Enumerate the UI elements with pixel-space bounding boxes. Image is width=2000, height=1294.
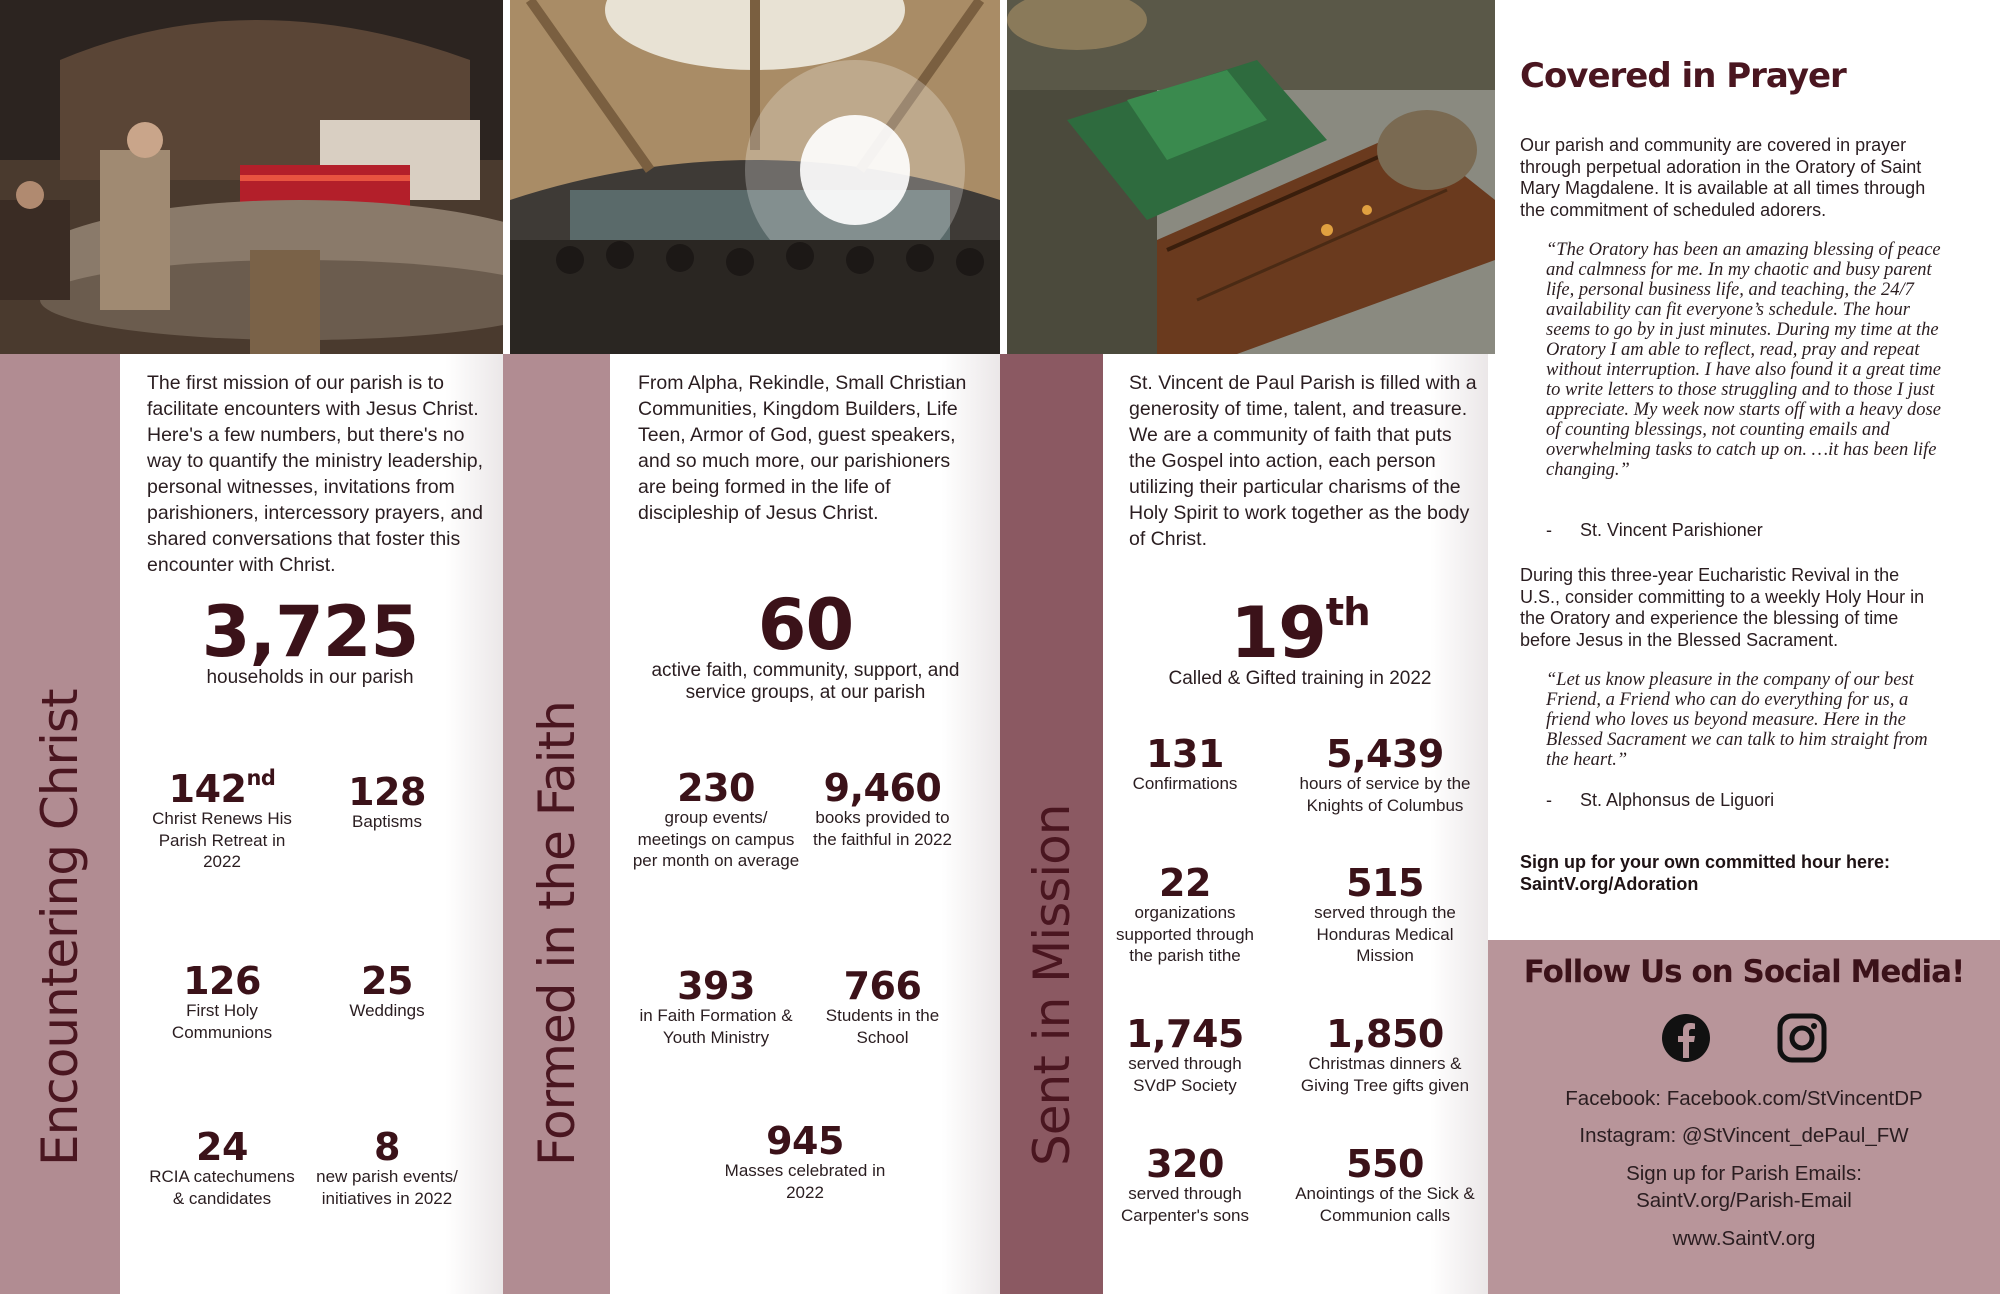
headline-stat xyxy=(1150,590,1450,690)
stat-number: 320 xyxy=(1146,1142,1224,1186)
prayer-paragraph: Our parish and community are covered in prayer through perpetual adoration in the Oratory of Saint Mary Magdalene. It is available at all times through the commitment of scheduled adorers. xyxy=(1520,135,1926,220)
stat-item xyxy=(1300,861,1470,967)
stat-number: 1,745 xyxy=(1126,1012,1244,1056)
stat-number: 60 xyxy=(757,584,854,666)
band-label: Encountering Christ xyxy=(31,689,89,1166)
quote-attribution xyxy=(1546,520,1763,541)
stat-label: group events/ meetings on campus per month on average xyxy=(632,808,800,870)
stat-label: Confirmations xyxy=(1132,774,1238,793)
prayer-paragraph: During this three-year Eucharistic Revival in the U.S., consider committing to a weekly Holy Hour in the Oratory and experience the blessing of time before Jesus in the Blessed Sacrament. xyxy=(1520,565,1925,650)
stat-suffix: th xyxy=(1325,590,1370,636)
stat-item xyxy=(1290,732,1480,816)
email-signup-label: Sign up for Parish Emails: xyxy=(1626,1162,1862,1185)
stat-number: 142 xyxy=(168,767,247,811)
stat-item xyxy=(715,1119,895,1203)
band-sent-in-mission xyxy=(1000,354,1103,1294)
stat-item xyxy=(312,959,462,1022)
stat-item xyxy=(810,964,955,1048)
band-label: Formed in the Faith xyxy=(527,701,586,1166)
intro-text: The first mission of our parish is to facilitate encounters with Jesus Christ. Here's a few numbers, but there's no way to quantify the ministry leadership, personal witnesses, invitations from parishioners, intercessory prayers, and shared conversations that foster this encounter with Christ. xyxy=(147,372,483,576)
stat-number: 8 xyxy=(374,1125,400,1169)
woodworking-jigsaw-photo xyxy=(1007,0,1495,354)
stat-number: 126 xyxy=(183,959,261,1003)
attribution-name: St. Vincent Parishioner xyxy=(1580,520,1763,540)
stat-label: Masses celebrated in 2022 xyxy=(724,1161,886,1202)
stat-number: 230 xyxy=(677,766,755,810)
stat-label: served through the Honduras Medical Mission xyxy=(1314,903,1456,965)
social-icons xyxy=(1488,1012,2000,1069)
stat-item xyxy=(810,766,955,850)
stat-label: households in our parish xyxy=(206,667,414,688)
stat-number: 3,725 xyxy=(201,591,419,673)
facebook-link[interactable]: Facebook: Facebook.com/StVincentDP xyxy=(1565,1087,1923,1110)
website-link[interactable]: www.SaintV.org xyxy=(1672,1227,1816,1250)
stat-label: Weddings xyxy=(349,1001,425,1020)
stat-item xyxy=(632,766,800,872)
headline-stat xyxy=(190,591,430,689)
stat-label: Anointings of the Sick & Communion calls xyxy=(1295,1184,1475,1225)
stat-number: 25 xyxy=(361,959,413,1003)
quote-attribution xyxy=(1546,790,1774,811)
instagram-link[interactable]: Instagram: @StVincent_dePaul_FW xyxy=(1579,1124,1909,1147)
instagram-icon[interactable] xyxy=(1776,1012,1828,1069)
intro-text: From Alpha, Rekindle, Small Christian Communities, Kingdom Builders, Life Teen, Armor of God, guest speakers, and so much more, our parishioners are being formed in the life of discipleship of Jesus Christ. xyxy=(638,372,967,524)
stat-label: served through Carpenter's sons xyxy=(1121,1184,1249,1225)
stat-item xyxy=(142,765,302,873)
attribution-dash: - xyxy=(1546,520,1552,540)
stat-number: 22 xyxy=(1159,861,1211,905)
stat-item xyxy=(1110,861,1260,967)
stat-label: in Faith Formation & Youth Ministry xyxy=(639,1006,793,1047)
stat-label: Students in the School xyxy=(825,1006,940,1047)
band-label: Sent in Mission xyxy=(1022,804,1081,1166)
stat-number: 24 xyxy=(196,1125,248,1169)
stat-item xyxy=(632,964,800,1048)
stat-number: 515 xyxy=(1346,861,1424,905)
attribution-name: St. Alphonsus de Liguori xyxy=(1580,790,1775,810)
adoration-signup xyxy=(1520,851,1890,895)
attribution-dash: - xyxy=(1546,790,1552,810)
stat-number: 131 xyxy=(1146,732,1224,776)
stat-label: Called & Gifted training in 2022 xyxy=(1168,668,1432,689)
prayer-quote: “The Oratory has been an amazing blessing of peace and calmness for me. In my chaotic and busy parent life, personal business life, and teaching, the 24/7 availability can fit everyone’s schedule. The hour seems to go by in just minutes. During my time at the Oratory I am able to reflect, read, pray and repeat without interruption. I have also found it a great time to write letters to those struggling and to those I just appreciate. My week now starts off with a heavy dose of counting blessings, not counting emails and overwhelming tasks to catch up on. …it has been life changing.” xyxy=(1546,240,1941,480)
stat-number: 945 xyxy=(766,1119,844,1163)
stat-item xyxy=(1110,1012,1260,1096)
stat-item xyxy=(312,1125,462,1209)
stat-label: organizations supported through the parish tithe xyxy=(1116,903,1254,965)
facebook-icon[interactable] xyxy=(1660,1012,1712,1069)
stat-number: 128 xyxy=(348,770,426,814)
stat-number: 1,850 xyxy=(1326,1012,1444,1056)
stat-label: Christmas dinners & Giving Tree gifts given xyxy=(1300,1054,1470,1095)
signup-text: Sign up for your own committed hour here: xyxy=(1520,852,1891,872)
prayer-quote: “Let us know pleasure in the company of our best Friend, a Friend who can do everything for us, a friend who loves us beyond measure. Here in the Blessed Sacrament we can talk to him straight from the heart.” xyxy=(1546,670,1928,770)
stat-number: 9,460 xyxy=(823,766,942,810)
adoration-link[interactable]: SaintV.org/Adoration xyxy=(1520,874,1699,894)
stat-label: new parish events/ initiatives in 2022 xyxy=(316,1167,458,1208)
social-media-box xyxy=(1488,940,2000,1294)
email-signup-link[interactable]: SaintV.org/Parish-Email xyxy=(1636,1189,1852,1212)
stat-item xyxy=(1285,1142,1485,1226)
stat-number: 393 xyxy=(677,964,755,1008)
stat-number: 5,439 xyxy=(1326,732,1444,776)
church-altar-photo xyxy=(0,0,503,354)
stat-label: active faith, community, support, and service groups, at our parish xyxy=(651,660,960,703)
stat-label: Baptisms xyxy=(352,812,422,831)
stat-item xyxy=(1110,732,1260,795)
prayer-title: Covered in Prayer xyxy=(1520,56,1846,96)
stat-label: hours of service by the Knights of Columbus xyxy=(1299,774,1471,815)
stat-number: 550 xyxy=(1346,1142,1424,1186)
band-encountering-christ xyxy=(0,354,120,1294)
stat-number: 766 xyxy=(843,964,922,1008)
stat-label: First Holy Communions xyxy=(171,1001,273,1042)
stat-item xyxy=(142,959,302,1043)
church-dome-interior-photo xyxy=(510,0,1000,354)
stat-item xyxy=(142,1125,302,1209)
stat-suffix: nd xyxy=(246,765,276,790)
stat-label: books provided to the faithful in 2022 xyxy=(813,808,952,849)
stat-label: RCIA catechumens & candidates xyxy=(149,1167,295,1208)
social-title: Follow Us on Social Media! xyxy=(1523,954,1965,990)
stat-number: 19 xyxy=(1230,592,1326,674)
stat-item xyxy=(1300,1012,1470,1096)
stat-label: served through SVdP Society xyxy=(1128,1054,1242,1095)
stat-label: Christ Renews His Parish Retreat in 2022 xyxy=(152,809,292,871)
band-formed-in-the-faith xyxy=(503,354,610,1294)
intro-text: St. Vincent de Paul Parish is filled with a generosity of time, talent, and treasure. We are a community of faith that puts the Gospel into action, each person utilizing their particular charisms of the Holy Spirit to work together as the body of Christ. xyxy=(1129,372,1477,550)
stat-item xyxy=(312,770,462,833)
stat-item xyxy=(1110,1142,1260,1226)
headline-stat xyxy=(628,584,983,704)
